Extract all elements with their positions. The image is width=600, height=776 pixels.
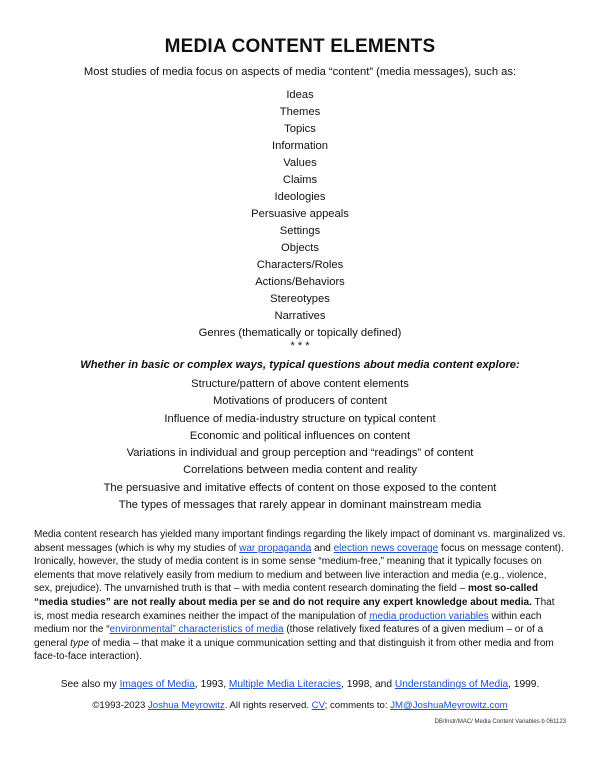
questions-heading: Whether in basic or complex ways, typical questions about media content explore: bbox=[80, 359, 520, 371]
footer-text: ©1993-2023 bbox=[92, 700, 148, 711]
understandings-of-media-link[interactable]: Understandings of Media bbox=[394, 679, 509, 690]
list-item: Variations in individual and group perception and “readings” of content bbox=[126, 447, 474, 460]
list-item: Values bbox=[283, 157, 317, 169]
list-item: Information bbox=[272, 140, 328, 152]
list-item: Topics bbox=[284, 123, 316, 135]
copyright-footer bbox=[0, 700, 600, 711]
election-news-coverage-link[interactable]: election news coverage bbox=[333, 542, 439, 554]
italic-text: type bbox=[70, 637, 90, 649]
see-also-text: See also my bbox=[60, 679, 120, 690]
footer-text: . All rights reserved. bbox=[224, 700, 312, 711]
emphasis-text: most so-called “media studies” are not really about media per se and do not require any expert knowledge about media. bbox=[34, 583, 538, 608]
environmental-characteristics-link[interactable]: environmental” characteristics of media bbox=[109, 624, 284, 636]
see-also-text: , 1998, and bbox=[341, 679, 395, 690]
images-of-media-link[interactable]: Images of Media bbox=[119, 679, 195, 690]
list-item: Actions/Behaviors bbox=[255, 276, 345, 288]
list-item: Genres (thematically or topically defined) bbox=[198, 327, 402, 339]
paragraph-text: within each medium nor the “ bbox=[34, 610, 542, 636]
media-production-variables-link[interactable]: media production variables bbox=[369, 610, 489, 622]
paragraph-text: Media content research has yielded many important findings regarding the likely impact of dominant vs. marginalized vs. absent messages (which is why my studies of bbox=[34, 529, 566, 554]
questions-list bbox=[0, 376, 600, 514]
see-also-text: , 1993, bbox=[194, 679, 229, 690]
multiple-media-literacies-link[interactable]: Multiple Media Literacies bbox=[228, 679, 342, 690]
list-item: Ideologies bbox=[274, 191, 326, 203]
email-link[interactable]: JM@JoshuaMeyrowitz.com bbox=[390, 700, 508, 711]
list-item: Structure/pattern of above content elements bbox=[191, 378, 409, 390]
footer-text: ; comments to: bbox=[324, 700, 391, 711]
list-item: Ideas bbox=[286, 89, 314, 101]
war-propaganda-link[interactable]: war propaganda bbox=[239, 542, 312, 554]
list-item: Stereotypes bbox=[270, 293, 330, 305]
file-reference: DB/Instr/MAC/ Media Content Variables b 061123 bbox=[434, 719, 566, 725]
list-item: Objects bbox=[281, 242, 319, 254]
cv-link[interactable]: CV bbox=[311, 700, 325, 711]
list-item: Persuasive appeals bbox=[251, 208, 349, 220]
separator: * * * bbox=[290, 340, 310, 352]
paragraph-text: (those relatively fixed features of a given medium – or of a general bbox=[34, 624, 544, 649]
list-item: Settings bbox=[279, 225, 321, 237]
paragraph-text: and bbox=[311, 542, 334, 554]
list-item: Motivations of producers of content bbox=[212, 395, 388, 408]
intro-text: Most studies of media focus on aspects of media “content” (media messages), such as: bbox=[83, 66, 517, 78]
list-item: Narratives bbox=[274, 310, 326, 322]
see-also-line bbox=[0, 679, 600, 690]
list-item: The persuasive and imitative effects of content on those exposed to the content bbox=[103, 481, 497, 494]
paragraph-text: of media – that make it a unique communication setting and that distinguish it from other media and from face-to-face interaction). bbox=[34, 637, 554, 663]
list-item: Correlations between media content and reality bbox=[183, 464, 417, 477]
list-item: Characters/Roles bbox=[256, 259, 344, 271]
list-item: Influence of media-industry structure on typical content bbox=[164, 412, 436, 425]
paragraph-text: That is, most media research examines neither the impact of the manipulation of bbox=[34, 596, 555, 622]
list-item: Economic and political influences on content bbox=[189, 429, 411, 442]
content-elements-list bbox=[0, 87, 600, 342]
page-title: MEDIA CONTENT ELEMENTS bbox=[164, 36, 436, 57]
list-item: The types of messages that rarely appear in dominant mainstream media bbox=[118, 499, 482, 512]
author-link[interactable]: Joshua Meyrowitz bbox=[147, 700, 225, 711]
list-item: Themes bbox=[279, 106, 321, 118]
list-item: Claims bbox=[282, 174, 318, 186]
body-paragraph bbox=[34, 528, 566, 664]
see-also-text: , 1999. bbox=[508, 679, 540, 690]
paragraph-text: focus on message content). Ironically, however, the study of media content is in some sense “medium-free,” meaning that it typically focuses on elements that move relatively easily from medium to medium and between live interaction and media (e.g., violence, sex, prejudice). The unvarnished truth is that – with media content research dominating the field – bbox=[34, 542, 564, 595]
